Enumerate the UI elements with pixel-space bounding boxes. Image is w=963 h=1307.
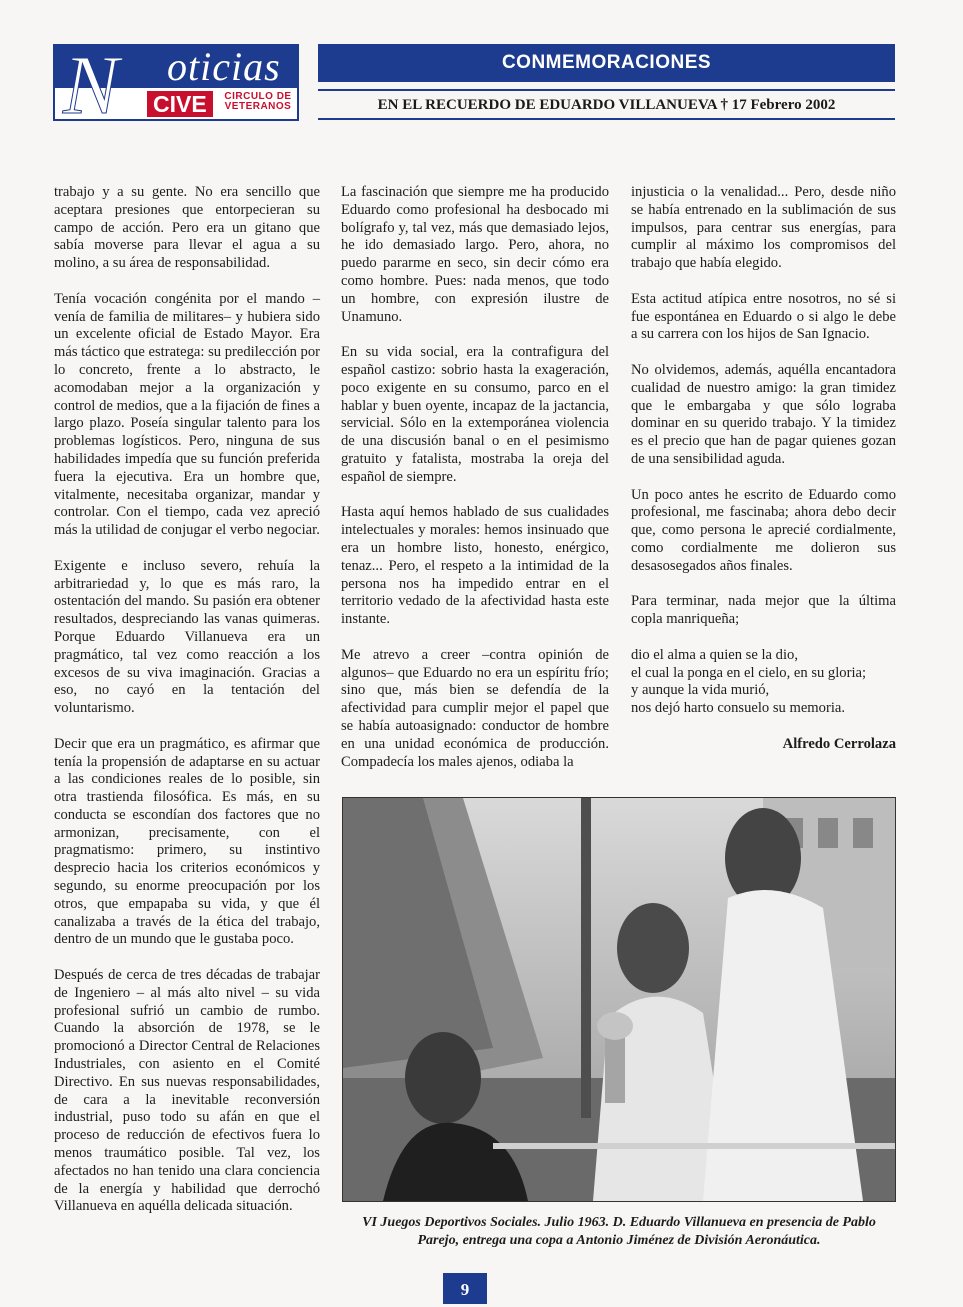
verse-line: el cual la ponga en el cielo, en su gloria; <box>631 664 867 681</box>
section-title: CONMEMORACIONES <box>318 44 895 82</box>
verse-block <box>631 647 896 718</box>
paragraph: Decir que era un pragmático, es afirmar que tenía la propensión de adaptarse en su actuar a las condiciones reales de lo posible, sin otra trastienda filosófica. Es más, en su conducta se escondían dos factores que no armonizan, precisamente, con el pragmatismo: primero, su instintivo desprecio hacia los criterios económicos y segundo, su enorme preocupación por los otros, que empapaba su vida, y que él canalizaba a través de la ética del trabajo, dentro de un mundo que le gustaba poco. <box>54 735 320 948</box>
logo-veteranos: VETERANOS <box>224 101 292 112</box>
paragraph: Para terminar, nada mejor que la última copla manriqueña; <box>631 593 896 628</box>
verse-line: nos dejó harto consuelo su memoria. <box>631 700 845 717</box>
paragraph: Me atrevo a creer –contra opinión de algunos– que Eduardo no era un espíritu frío; sino que, más bien se defendía de la afectividad para cumplir mejor el papel que se había autoasignado: conductor de hombre en una unidad económica de producción. Compadecía los males ajenos, odiaba la <box>341 646 609 770</box>
paragraph: Esta actitud atípica entre nosotros, no sé si fue espontánea en Eduardo o si algo le debe a su carrera con los hijos de San Ignacio. <box>631 290 896 343</box>
verse-line: y aunque la vida murió, <box>631 682 770 699</box>
paragraph: No olvidemos, además, aquélla encantadora cualidad de nuestro amigo: la gran timidez que le embargaba y que sólo lograba dominar en su querido trabajo. Y la timidez es el precio que han de pagar quienes gozan de una sensibilidad aguda. <box>631 361 896 467</box>
photo-caption: VI Juegos Deportivos Sociales. Julio 1963. D. Eduardo Villanueva en presencia de Pablo Parejo, entrega una copa a Antonio Jiménez de División Aeronáutica. <box>362 1215 876 1248</box>
paragraph: Exigente e incluso severo, rehuía la arbitrariedad y, lo que es más raro, la ostentación del mando. Su pasión era obtener resultados, despreciando las vanas quimeras. Porque Eduardo Villanueva era un pragmático, tal vez como reacción a los excesos de su viva imaginación. Gracias a eso, no cayó en la tentación del voluntarismo. <box>54 557 320 717</box>
verse-line: dio el alma a quien se la dio, <box>631 646 798 663</box>
logo-word: oticias <box>167 44 281 89</box>
paragraph: Después de cerca de tres décadas de trabajar de Ingeniero – al más alto nivel – su vida profesional sufrió un cambio de rumbo. Cuando la absorción de 1978, se le promocionó a Director Central de Relaciones Industriales, con asiento en el Comité Directivo. En sus nuevas responsabilidades, de cara a la inevitable reconversión industrial, puso todo su afán en que el proceso de reducción de efectivos fuera lo menos traumático posible. Tal vez, los afectados no han tenido una clara conciencia de la energía y habilidad que derrochó Villanueva en aquélla delicada situación. <box>54 967 320 1215</box>
author-signature: Alfredo Cerrolaza <box>782 735 896 752</box>
column-2 <box>341 184 609 789</box>
logo-circulo-veteranos <box>219 92 297 112</box>
logo-initial: N <box>63 39 120 132</box>
page-number: 9 <box>443 1273 487 1304</box>
paragraph: La fascinación que siempre me ha producido Eduardo como profesional ha desbocado mi bolígrafo y, tal vez, más que demasiado lejos, he ido demasiado largo. Pero, ahora, no puedo pararme en seco, sin decir cómo era como hombre. Pues: nada menos, que todo un hombre, con expresión ilustre de Unamuno. <box>341 184 609 325</box>
column-1 <box>54 184 320 1234</box>
paragraph: trabajo y a su gente. No era sencillo que aceptara presiones que entorpecieran su campo de acción. Pero era un gitano que sabía moverse para llevar el agua a su molino, a su área de responsabilidad. <box>54 184 320 272</box>
noticias-cive-logo <box>53 39 299 132</box>
header-rule-top <box>318 89 895 91</box>
header-rule-bottom <box>318 118 895 120</box>
paragraph: Hasta aquí hemos hablado de sus cualidades intelectuales y morales: hemos insinuado que era un hombre listo, honesto, enérgico, tenaz... Pero, el respeto a la intimidad de la persona nos ha impedido entrar en el territorio vedado de la afectividad hasta este instante. <box>341 504 609 628</box>
paragraph: injusticia o la venalidad... Pero, desde niño se había entrenado en la sublimación de sus impulsos, para centrar sus energías, para cumplir al máximo los compromisos del trabajo que había elegido. <box>631 184 896 272</box>
column-3 <box>631 184 896 772</box>
logo-circulo: CIRCULO DE <box>224 91 292 102</box>
event-photo <box>342 797 896 1202</box>
photo-illustration <box>343 798 895 1201</box>
paragraph: En su vida social, era la contrafigura del español castizo: sobrio hasta la exageración, poco exigente en su consumo, parco en el hablar y buen oyente, incapaz de la jactancia, servicial. Sólo en la extemporánea violencia de una discusión banal o en el pesimismo gratuito y fatalista, mostraba la oreja del español de siempre. <box>341 344 609 485</box>
logo-cive: CIVE <box>147 91 213 117</box>
article-subtitle: EN EL RECUERDO DE EDUARDO VILLANUEVA † 17 Febrero 2002 <box>377 97 836 113</box>
paragraph: Tenía vocación congénita por el mando –venía de familia de militares– y hubiera sido un excelente oficial de Estado Mayor. Era más táctico que estratega: su predilección por lo concreto, frente a lo abstracto, le acomodaban mejor a la organización y control de medios, que a la fijación de fines a largo plazo. Poseía singular talento para los problemas logísticos. Pero, ninguna de sus habilidades impedía que su función preferida fuera la ejecutiva. Era un hombre que, vitalmente, necesitaba organizar, mandar y controlar. Con el tiempo, cada vez apreció más la utilidad de conjugar el verbo negociar. <box>54 290 320 539</box>
paragraph: Un poco antes he escrito de Eduardo como profesional, me fascinaba; ahora debo decir que, como persona le aprecié cordialmente, como cordialmente me dolieron sus desasosegados años finales. <box>631 486 896 574</box>
